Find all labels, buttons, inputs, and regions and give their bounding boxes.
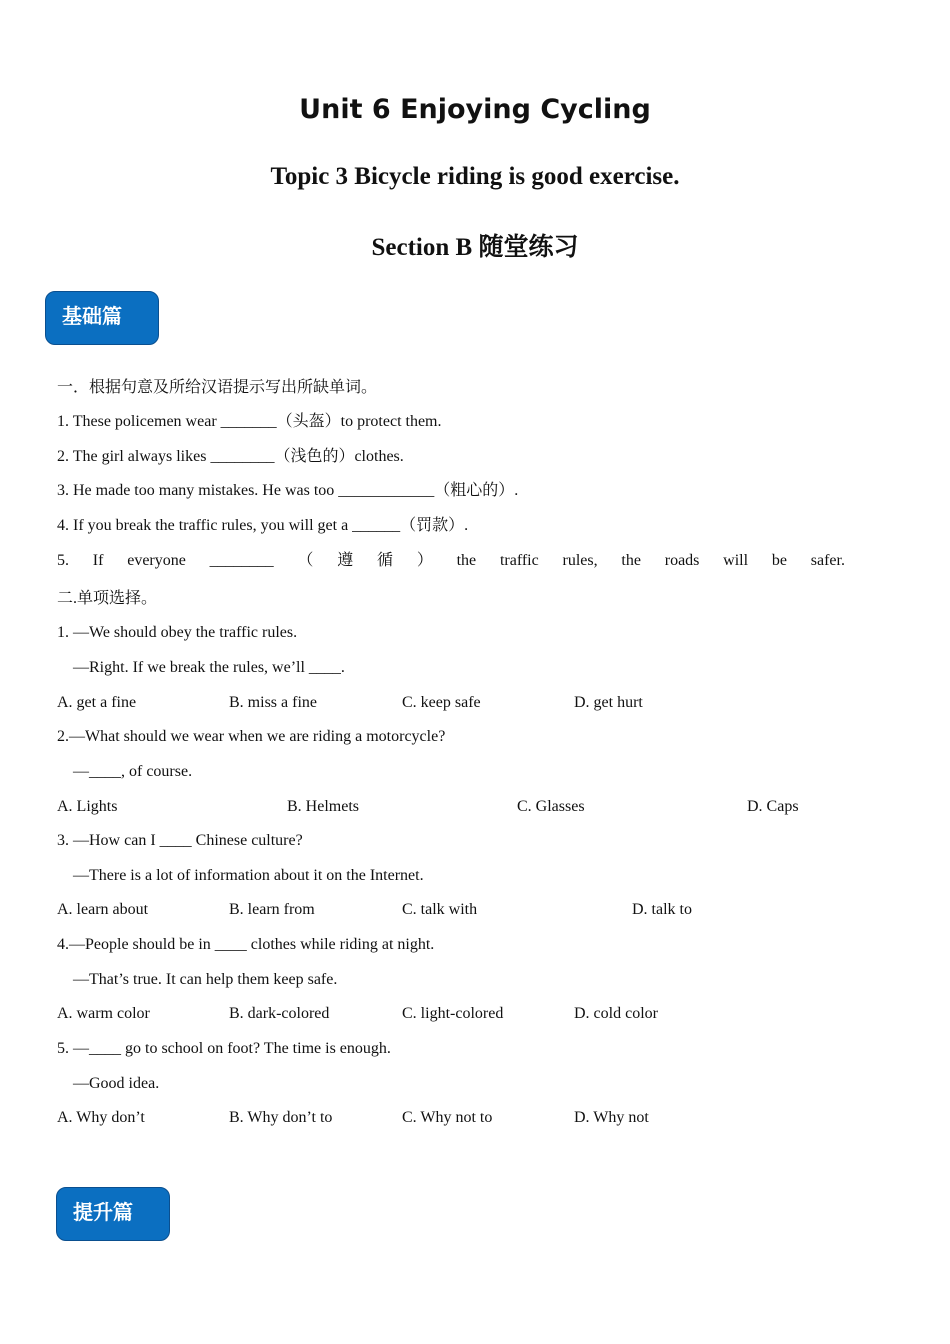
item5-word: 循 bbox=[377, 552, 394, 569]
q4-option-c: C. light-colored bbox=[402, 1005, 504, 1022]
question-2: 2.—What should we wear when we are riding a motorcycle? bbox=[57, 728, 446, 745]
q4-option-b: B. dark-colored bbox=[229, 1005, 330, 1022]
item5-word: roads bbox=[664, 552, 700, 569]
q2-option-d: D. Caps bbox=[747, 798, 799, 815]
section-title: Section B 随堂练习 bbox=[371, 234, 579, 261]
q3-option-a: A. learn about bbox=[57, 901, 149, 918]
item5-word: will bbox=[723, 552, 749, 569]
item5-word: ________ bbox=[209, 552, 274, 569]
q2-option-b: B. Helmets bbox=[287, 798, 359, 815]
q5-option-d: D. Why not bbox=[574, 1109, 649, 1126]
item5-word: （ bbox=[297, 552, 314, 569]
q1-option-c: C. keep safe bbox=[402, 694, 481, 711]
item5-word: traffic bbox=[499, 552, 539, 569]
advanced-section-tag: 提升篇 bbox=[56, 1187, 170, 1241]
question-4: 4.—People should be in ____ clothes while riding at night. bbox=[57, 936, 435, 953]
topic-title: Topic 3 Bicycle riding is good exercise. bbox=[270, 163, 680, 190]
item5-word: 遵 bbox=[337, 552, 354, 569]
unit-title: Unit 6 Enjoying Cycling bbox=[299, 94, 651, 125]
basic-section-tag: 基础篇 bbox=[45, 291, 159, 345]
part1-item-4: 4. If you break the traffic rules, you will get a ______（罚款）. bbox=[57, 517, 469, 534]
part2-heading: 二.单项选择。 bbox=[57, 590, 158, 607]
part1-item-1: 1. These policemen wear _______（头盔）to protect them. bbox=[57, 413, 442, 430]
part1-item-5 bbox=[57, 551, 845, 571]
item5-word: be bbox=[771, 552, 787, 569]
item5-word: the bbox=[621, 552, 641, 569]
part1-heading: 一．根据句意及所给汉语提示写出所缺单词。 bbox=[57, 379, 378, 396]
q3-option-d: D. talk to bbox=[632, 901, 692, 918]
q3-option-c: C. talk with bbox=[402, 901, 478, 918]
item5-word: the bbox=[456, 552, 477, 569]
question-1-reply: —Right. If we break the rules, we’ll ____. bbox=[73, 659, 345, 676]
q2-option-a: A. Lights bbox=[57, 798, 118, 815]
q2-option-c: C. Glasses bbox=[517, 798, 585, 815]
question-3-reply: —There is a lot of information about it on the Internet. bbox=[73, 867, 424, 884]
q5-option-c: C. Why not to bbox=[402, 1109, 493, 1126]
question-5: 5. —____ go to school on foot? The time is enough. bbox=[57, 1040, 391, 1057]
part1-item-3: 3. He made too many mistakes. He was too ____________（粗心的）. bbox=[57, 482, 519, 499]
q5-option-a: A. Why don’t bbox=[57, 1109, 145, 1126]
q3-option-b: B. learn from bbox=[229, 901, 315, 918]
q4-option-d: D. cold color bbox=[574, 1005, 658, 1022]
item5-word: If bbox=[92, 552, 104, 569]
part1-item-2: 2. The girl always likes ________（浅色的）clothes. bbox=[57, 448, 404, 465]
item5-word: everyone bbox=[127, 552, 186, 569]
question-5-reply: —Good idea. bbox=[73, 1075, 160, 1092]
item5-word: rules, bbox=[562, 552, 598, 569]
q1-option-d: D. get hurt bbox=[574, 694, 643, 711]
question-1: 1. —We should obey the traffic rules. bbox=[57, 624, 298, 641]
q4-option-a: A. warm color bbox=[57, 1005, 150, 1022]
q1-option-b: B. miss a fine bbox=[229, 694, 317, 711]
item5-word: 5. bbox=[57, 552, 69, 569]
q5-option-b: B. Why don’t to bbox=[229, 1109, 333, 1126]
question-2-reply: —____, of course. bbox=[73, 763, 193, 780]
question-4-reply: —That’s true. It can help them keep safe. bbox=[73, 971, 338, 988]
item5-word: safer. bbox=[810, 552, 845, 569]
item5-word: ） bbox=[416, 552, 433, 569]
q1-option-a: A. get a fine bbox=[57, 694, 137, 711]
question-3: 3. —How can I ____ Chinese culture? bbox=[57, 832, 303, 849]
